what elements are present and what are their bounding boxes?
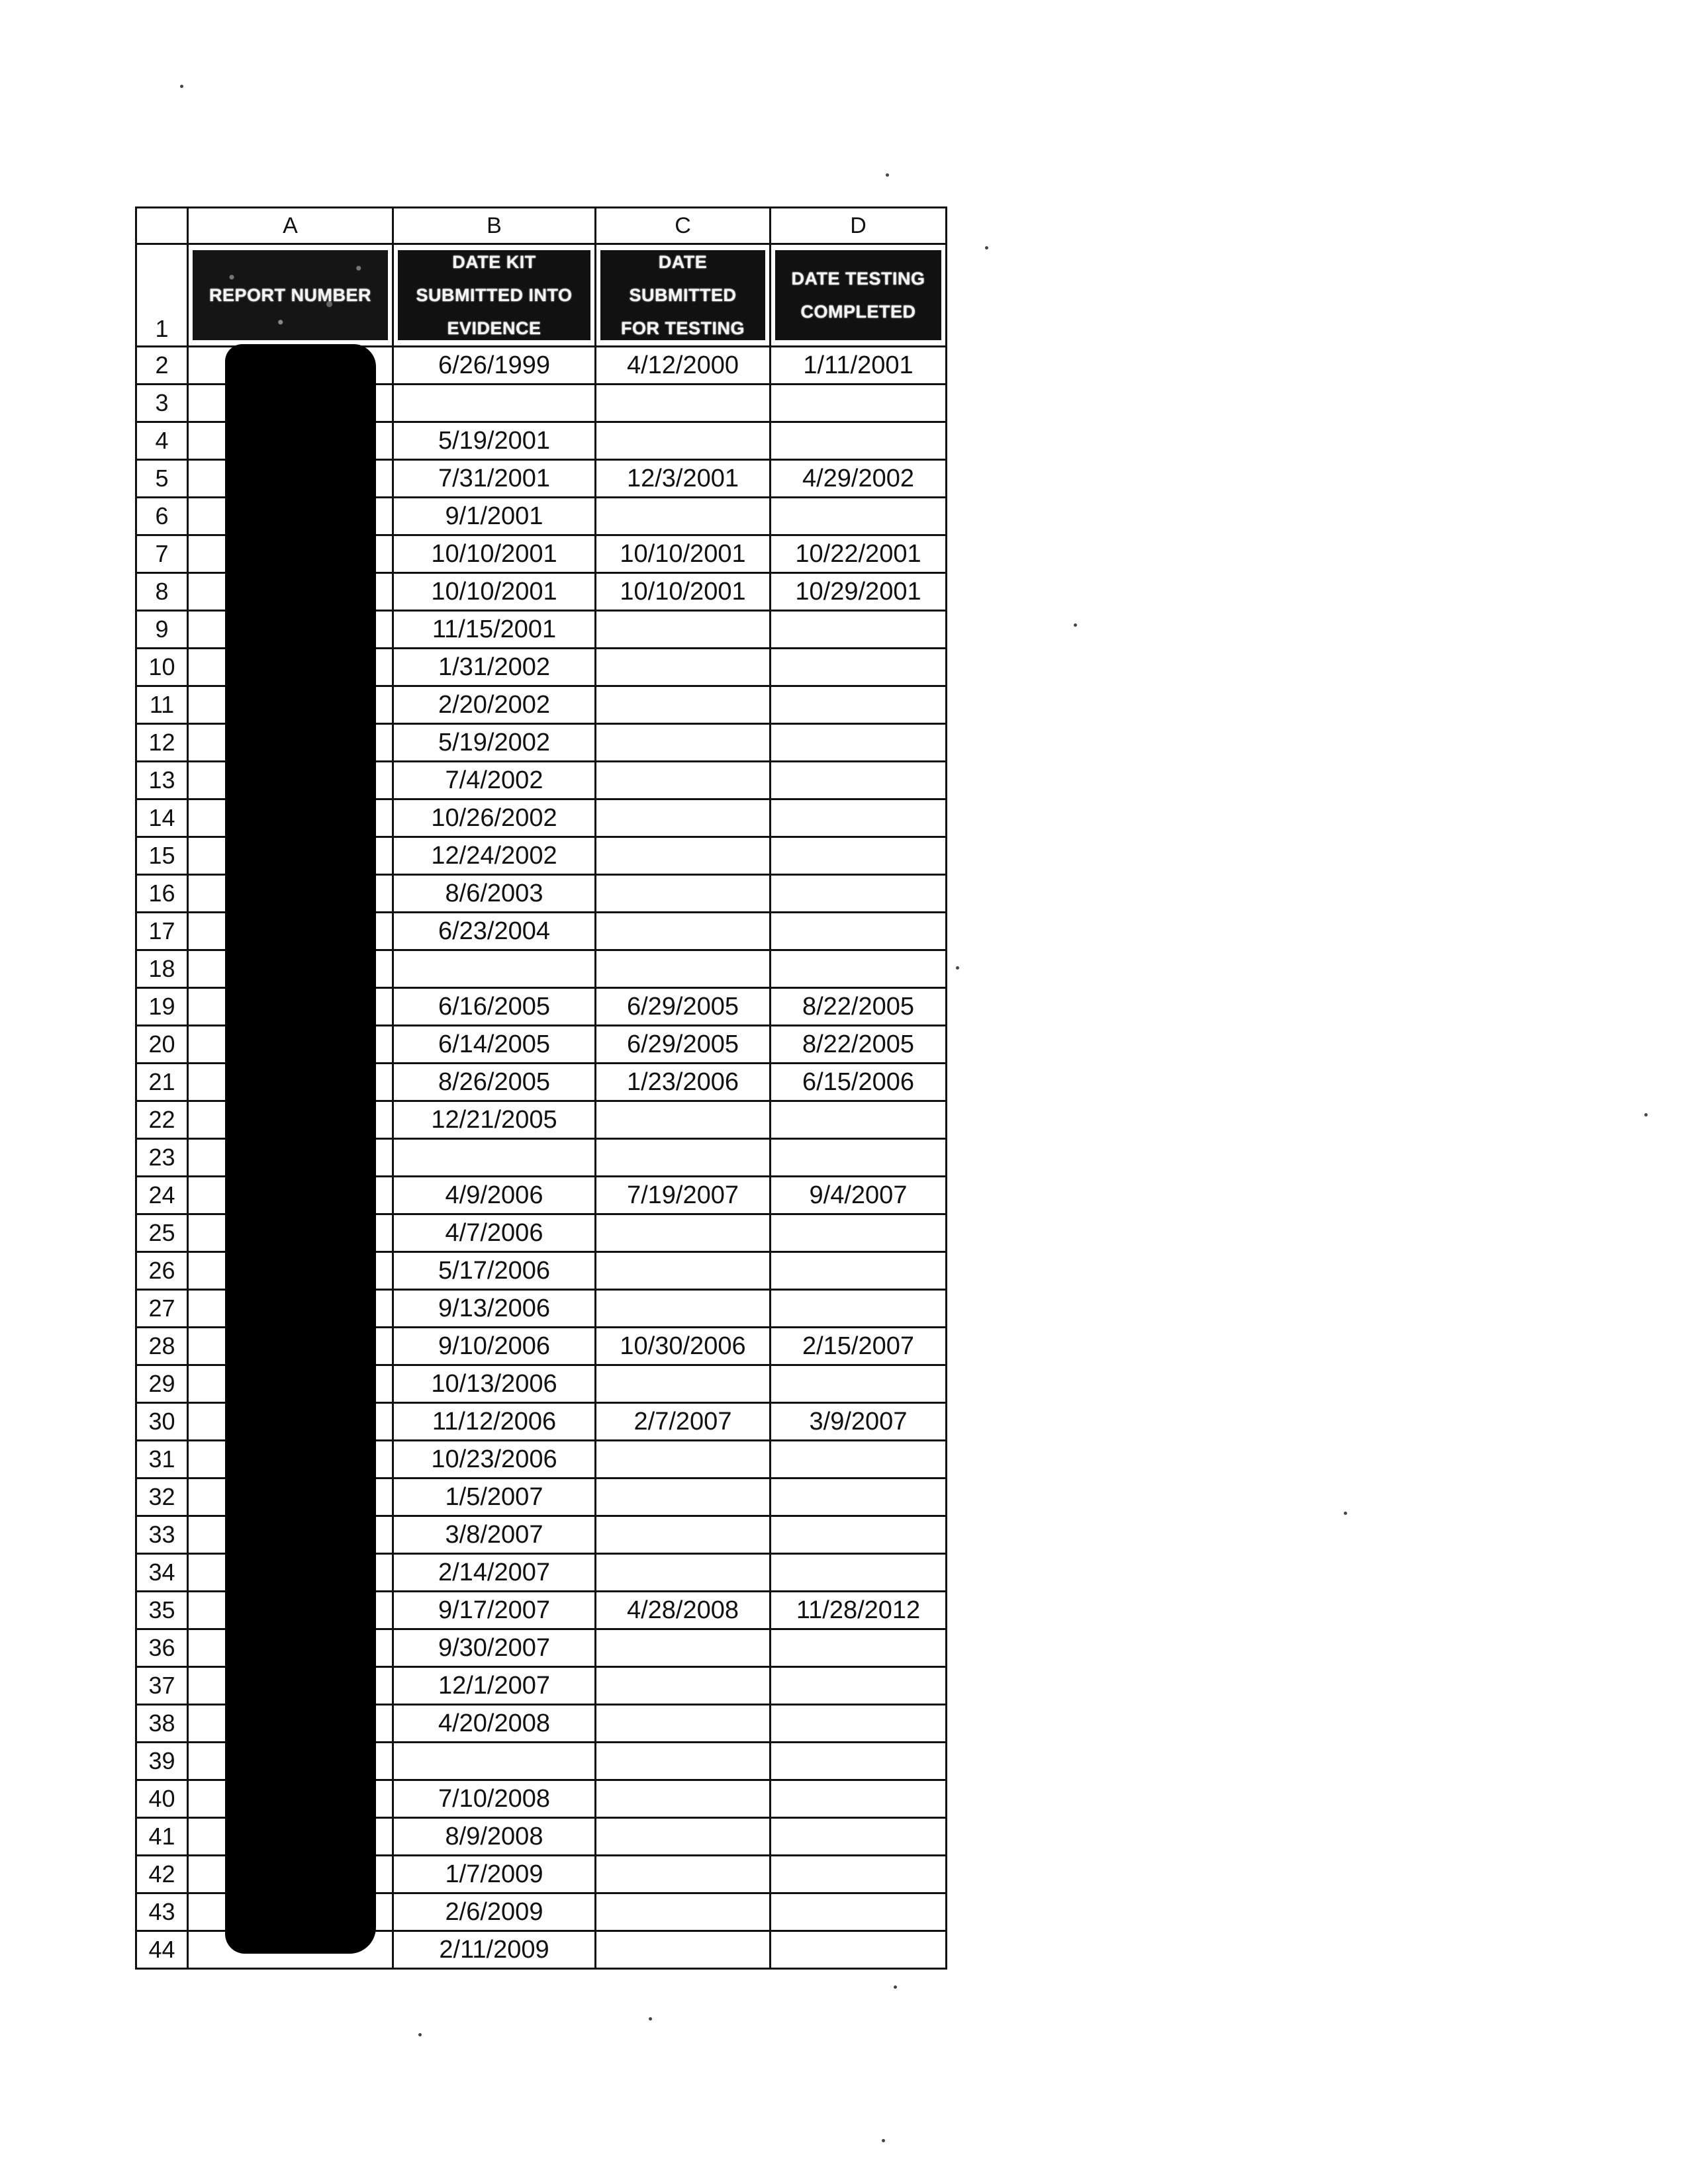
header-text: DATE TESTING [791,269,925,289]
date-submitted-for-testing-cell [596,950,771,988]
scan-speck [956,966,959,970]
date-testing-completed-cell [771,724,947,762]
header-text: REPORT NUMBER [209,285,371,305]
date-submitted-for-testing-cell [596,1856,771,1893]
date-testing-completed-cell [771,686,947,724]
date-testing-completed-cell [771,1931,947,1969]
date-submitted-for-testing-cell [596,1818,771,1856]
date-kit-submitted-cell: 2/6/2009 [393,1893,596,1931]
date-kit-submitted-cell: 9/13/2006 [393,1290,596,1328]
date-testing-completed-cell [771,1214,947,1252]
date-testing-completed-cell [771,1743,947,1780]
date-submitted-for-testing-cell: 10/10/2001 [596,573,771,611]
date-submitted-for-testing-cell [596,1252,771,1290]
date-testing-completed-cell [771,799,947,837]
date-kit-submitted-cell [393,950,596,988]
date-kit-submitted-cell: 4/7/2006 [393,1214,596,1252]
row-number: 32 [136,1479,188,1516]
date-kit-submitted-cell: 12/21/2005 [393,1101,596,1139]
date-submitted-for-testing-cell [596,837,771,875]
row-number: 19 [136,988,188,1026]
header-cell-date-submitted-for-testing [596,244,771,347]
column-letter-d: D [771,208,947,244]
row-number: 17 [136,913,188,950]
row-number: 26 [136,1252,188,1290]
date-testing-completed-cell: 10/22/2001 [771,535,947,573]
date-submitted-for-testing-cell: 6/29/2005 [596,1026,771,1064]
date-kit-submitted-cell: 1/5/2007 [393,1479,596,1516]
row-number: 41 [136,1818,188,1856]
date-submitted-for-testing-cell: 1/23/2006 [596,1064,771,1101]
header-text: COMPLETED [800,302,916,322]
row-number: 11 [136,686,188,724]
date-submitted-for-testing-cell [596,1139,771,1177]
date-testing-completed-cell [771,950,947,988]
date-kit-submitted-cell: 8/26/2005 [393,1064,596,1101]
row-number: 27 [136,1290,188,1328]
scan-speck [1074,623,1077,627]
date-kit-submitted-cell: 6/14/2005 [393,1026,596,1064]
date-testing-completed-cell [771,1818,947,1856]
date-submitted-for-testing-cell [596,913,771,950]
row-number: 40 [136,1780,188,1818]
date-kit-submitted-cell: 10/23/2006 [393,1441,596,1479]
row-number: 12 [136,724,188,762]
row-number: 5 [136,460,188,498]
column-letter-b: B [393,208,596,244]
date-kit-submitted-cell [393,1743,596,1780]
row-number: 33 [136,1516,188,1554]
row-number: 25 [136,1214,188,1252]
date-testing-completed-cell: 3/9/2007 [771,1403,947,1441]
date-submitted-for-testing-cell [596,1101,771,1139]
header-box [193,250,388,340]
row-number: 28 [136,1328,188,1365]
date-kit-submitted-cell: 2/11/2009 [393,1931,596,1969]
date-testing-completed-cell [771,1516,947,1554]
header-box [600,250,765,340]
date-kit-submitted-cell: 4/20/2008 [393,1705,596,1743]
row-number: 22 [136,1101,188,1139]
date-submitted-for-testing-cell [596,1479,771,1516]
date-submitted-for-testing-cell [596,1931,771,1969]
date-kit-submitted-cell: 5/19/2002 [393,724,596,762]
date-kit-submitted-cell: 2/14/2007 [393,1554,596,1592]
date-testing-completed-cell: 10/29/2001 [771,573,947,611]
date-submitted-for-testing-cell: 7/19/2007 [596,1177,771,1214]
header-text: SUBMITTED INTO [416,285,573,305]
row-number: 42 [136,1856,188,1893]
date-submitted-for-testing-cell: 12/3/2001 [596,460,771,498]
row-number: 13 [136,762,188,799]
date-submitted-for-testing-cell [596,1516,771,1554]
date-testing-completed-cell [771,1101,947,1139]
date-testing-completed-cell [771,837,947,875]
scan-speck [886,173,889,177]
date-testing-completed-cell [771,1554,947,1592]
header-text: DATE KIT [452,252,536,272]
date-testing-completed-cell: 2/15/2007 [771,1328,947,1365]
date-kit-submitted-cell: 2/20/2002 [393,686,596,724]
row-number: 37 [136,1667,188,1705]
date-kit-submitted-cell: 8/6/2003 [393,875,596,913]
row-number: 34 [136,1554,188,1592]
date-kit-submitted-cell: 12/1/2007 [393,1667,596,1705]
date-testing-completed-cell [771,913,947,950]
row-number: 6 [136,498,188,535]
date-submitted-for-testing-cell [596,1441,771,1479]
date-testing-completed-cell [771,875,947,913]
date-kit-submitted-cell: 9/17/2007 [393,1592,596,1629]
date-submitted-for-testing-cell [596,1290,771,1328]
row-number: 20 [136,1026,188,1064]
row-number: 36 [136,1629,188,1667]
date-testing-completed-cell [771,649,947,686]
row-number: 30 [136,1403,188,1441]
date-kit-submitted-cell: 11/15/2001 [393,611,596,649]
date-testing-completed-cell: 8/22/2005 [771,1026,947,1064]
date-kit-submitted-cell: 10/13/2006 [393,1365,596,1403]
row-number: 31 [136,1441,188,1479]
date-submitted-for-testing-cell: 6/29/2005 [596,988,771,1026]
row-number: 21 [136,1064,188,1101]
header-cell-date-kit-submitted [393,244,596,347]
column-letter-row [136,208,947,244]
corner-cell [136,208,188,244]
date-testing-completed-cell [771,422,947,460]
date-testing-completed-cell [771,1365,947,1403]
header-box [398,250,590,340]
date-testing-completed-cell [771,1479,947,1516]
row-number: 18 [136,950,188,988]
date-kit-submitted-cell: 12/24/2002 [393,837,596,875]
date-testing-completed-cell [771,1629,947,1667]
date-testing-completed-cell [771,1252,947,1290]
row-number: 29 [136,1365,188,1403]
row-number: 9 [136,611,188,649]
date-kit-submitted-cell: 10/26/2002 [393,799,596,837]
row-number: 7 [136,535,188,573]
date-kit-submitted-cell [393,1139,596,1177]
date-kit-submitted-cell: 7/31/2001 [393,460,596,498]
date-submitted-for-testing-cell: 4/12/2000 [596,347,771,385]
date-testing-completed-cell [771,1441,947,1479]
date-submitted-for-testing-cell [596,1743,771,1780]
row-number: 14 [136,799,188,837]
date-submitted-for-testing-cell [596,1554,771,1592]
row-number: 8 [136,573,188,611]
date-submitted-for-testing-cell [596,762,771,799]
date-kit-submitted-cell: 3/8/2007 [393,1516,596,1554]
date-submitted-for-testing-cell: 10/30/2006 [596,1328,771,1365]
row-number: 10 [136,649,188,686]
date-kit-submitted-cell: 4/9/2006 [393,1177,596,1214]
row-number: 24 [136,1177,188,1214]
date-kit-submitted-cell: 9/30/2007 [393,1629,596,1667]
date-testing-completed-cell [771,1705,947,1743]
header-cell-report-number [188,244,393,347]
date-kit-submitted-cell: 5/17/2006 [393,1252,596,1290]
date-submitted-for-testing-cell: 10/10/2001 [596,535,771,573]
date-submitted-for-testing-cell [596,649,771,686]
header-row [136,244,947,347]
date-testing-completed-cell: 1/11/2001 [771,347,947,385]
date-submitted-for-testing-cell [596,498,771,535]
date-testing-completed-cell [771,1856,947,1893]
date-submitted-for-testing-cell: 4/28/2008 [596,1592,771,1629]
row-number: 16 [136,875,188,913]
row-number: 23 [136,1139,188,1177]
date-testing-completed-cell: 6/15/2006 [771,1064,947,1101]
date-testing-completed-cell [771,611,947,649]
date-testing-completed-cell: 4/29/2002 [771,460,947,498]
date-testing-completed-cell [771,1780,947,1818]
header-text: DATE [658,252,708,272]
row-number: 35 [136,1592,188,1629]
scan-speck [894,1985,897,1989]
scan-speck [985,246,988,250]
date-testing-completed-cell [771,1290,947,1328]
redaction-bar [225,344,376,1954]
date-kit-submitted-cell: 10/10/2001 [393,535,596,573]
date-submitted-for-testing-cell [596,1365,771,1403]
date-testing-completed-cell [771,498,947,535]
column-letter-c: C [596,208,771,244]
date-kit-submitted-cell: 11/12/2006 [393,1403,596,1441]
date-testing-completed-cell [771,1893,947,1931]
date-submitted-for-testing-cell [596,1629,771,1667]
date-submitted-for-testing-cell [596,611,771,649]
row-number: 39 [136,1743,188,1780]
date-submitted-for-testing-cell [596,1214,771,1252]
date-kit-submitted-cell: 10/10/2001 [393,573,596,611]
scan-speck [649,2017,652,2021]
date-submitted-for-testing-cell [596,422,771,460]
date-submitted-for-testing-cell [596,875,771,913]
row-number: 38 [136,1705,188,1743]
date-testing-completed-cell [771,762,947,799]
row-number: 44 [136,1931,188,1969]
row-number: 43 [136,1893,188,1931]
date-kit-submitted-cell: 8/9/2008 [393,1818,596,1856]
date-kit-submitted-cell: 9/1/2001 [393,498,596,535]
date-submitted-for-testing-cell: 2/7/2007 [596,1403,771,1441]
date-testing-completed-cell: 11/28/2012 [771,1592,947,1629]
date-testing-completed-cell: 8/22/2005 [771,988,947,1026]
date-testing-completed-cell [771,1139,947,1177]
date-kit-submitted-cell: 9/10/2006 [393,1328,596,1365]
row-number: 3 [136,385,188,422]
date-submitted-for-testing-cell [596,686,771,724]
row-number: 15 [136,837,188,875]
scan-speck [1644,1113,1648,1116]
date-kit-submitted-cell: 7/4/2002 [393,762,596,799]
date-kit-submitted-cell: 6/16/2005 [393,988,596,1026]
header-text: FOR TESTING [621,318,745,338]
date-submitted-for-testing-cell [596,1780,771,1818]
scan-speck [1344,1512,1347,1515]
scan-speck [418,2033,422,2036]
date-submitted-for-testing-cell [596,724,771,762]
date-kit-submitted-cell: 7/10/2008 [393,1780,596,1818]
date-submitted-for-testing-cell [596,1893,771,1931]
scan-speck [180,85,183,88]
header-text: EVIDENCE [447,318,541,338]
date-kit-submitted-cell: 6/26/1999 [393,347,596,385]
date-testing-completed-cell [771,385,947,422]
date-kit-submitted-cell: 6/23/2004 [393,913,596,950]
date-submitted-for-testing-cell [596,1667,771,1705]
date-testing-completed-cell: 9/4/2007 [771,1177,947,1214]
date-testing-completed-cell [771,1667,947,1705]
date-kit-submitted-cell: 5/19/2001 [393,422,596,460]
date-submitted-for-testing-cell [596,385,771,422]
header-box [775,250,941,340]
date-kit-submitted-cell [393,385,596,422]
date-submitted-for-testing-cell [596,799,771,837]
row-number: 2 [136,347,188,385]
row-number: 1 [136,244,188,347]
column-letter-a: A [188,208,393,244]
row-number: 4 [136,422,188,460]
header-cell-date-testing-completed [771,244,947,347]
date-submitted-for-testing-cell [596,1705,771,1743]
date-kit-submitted-cell: 1/7/2009 [393,1856,596,1893]
scan-speck [882,2139,885,2142]
header-text: SUBMITTED [629,285,737,305]
date-kit-submitted-cell: 1/31/2002 [393,649,596,686]
